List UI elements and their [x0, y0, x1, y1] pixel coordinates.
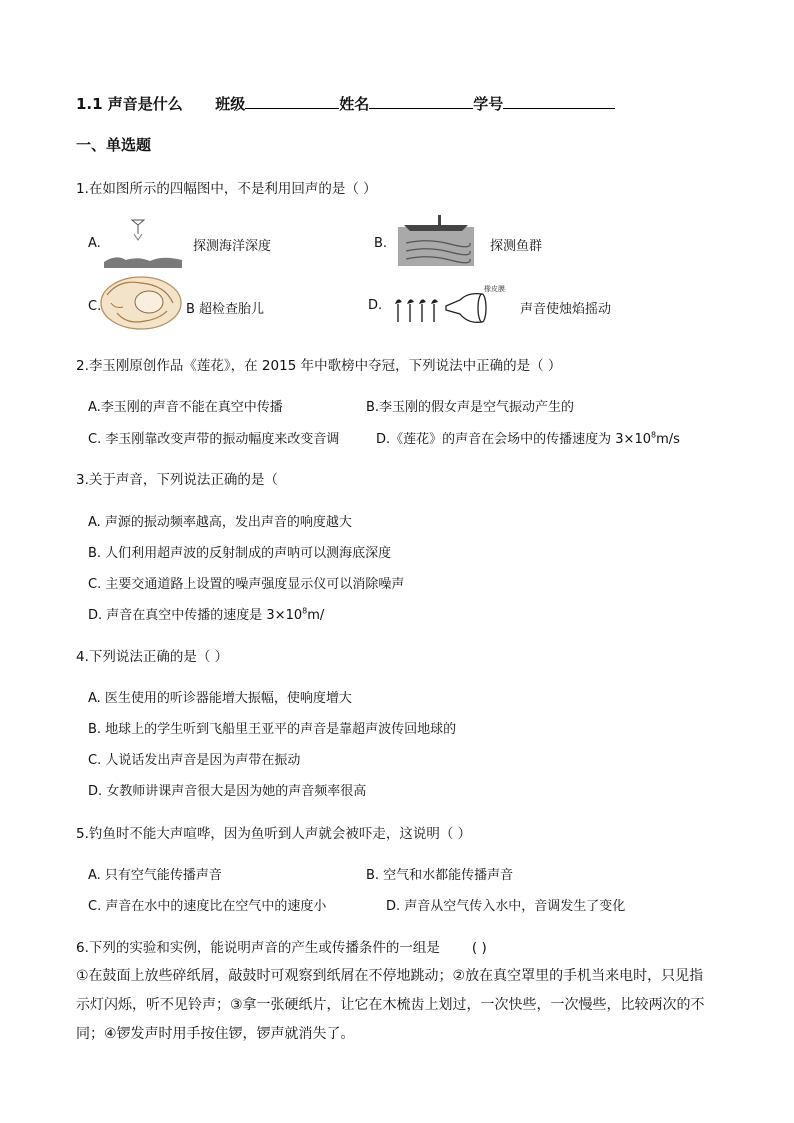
fish-detection-image	[398, 213, 474, 266]
q1-option-d-letter: D.	[368, 298, 383, 313]
question-3-stem: 3.关于声音，下列说法正确的是（	[76, 472, 278, 488]
question-1-stem: 1.在如图所示的四幅图中，不是利用回声的是（ ）	[76, 181, 377, 197]
question-2-stem: 2.李玉刚原创作品《莲花》，在 2015 年中歌榜中夺冠，下列说法中正确的是（ ）	[76, 358, 562, 374]
q2-option-c: C. 李玉刚靠改变声带的振动幅度来改变音调	[88, 432, 340, 447]
q5-option-b: B. 空气和水都能传播声音	[366, 868, 514, 883]
name-label: 姓名	[339, 95, 370, 113]
name-blank[interactable]	[369, 92, 473, 109]
q4-option-c: C. 人说话发出声音是因为声带在振动	[88, 753, 301, 768]
q5-option-c: C. 声音在水中的速度比在空气中的速度小	[88, 899, 327, 914]
q2-option-b: B.李玉刚的假女声是空气振动产生的	[366, 400, 575, 415]
ocean-depth-sonar-image	[104, 216, 182, 268]
q3-option-d: D. 声音在真空中传播的速度是 $3\times 10^8m/$	[88, 606, 325, 623]
q3-option-c: C. 主要交通道路上设置的噪声强度显示仪可以消除噪声	[88, 577, 405, 592]
q1-option-c-text: B 超检查胎儿	[186, 302, 265, 317]
q2-option-d: D.《莲花》的声音在会场中的传播速度为 $3\times 10^8m/s$	[376, 430, 680, 447]
q1-option-d-text: 声音使烛焰摇动	[520, 302, 612, 317]
id-blank[interactable]	[503, 92, 615, 109]
q4-option-a: A. 医生使用的听诊器能增大振幅，使响度增大	[88, 691, 352, 706]
q3-option-b: B. 人们利用超声波的反射制成的声呐可以测海底深度	[88, 546, 392, 561]
class-label: 班级	[215, 95, 246, 113]
q4-option-d: D. 女教师讲课声音很大是因为她的声音频率很高	[88, 784, 367, 799]
rubber-membrane-label: 橡皮膜	[484, 285, 505, 293]
q1-option-a-letter: A.	[88, 236, 101, 251]
id-label: 学号	[473, 95, 504, 113]
q1-option-b-text: 探测鱼群	[490, 239, 543, 254]
candle-flame-drum-image	[390, 278, 494, 328]
q1-option-a-text: 探测海洋深度	[193, 239, 272, 254]
q2-option-a: A.李玉刚的声音不能在真空中传播	[88, 400, 283, 415]
question-6-body: ①在鼓面上放些碎纸屑，敲鼓时可观察到纸屑在不停地跳动；②放在真空罩里的手机当来电时，只见指示灯闪烁，听不见铃声；③拿一张硬纸片，让它在木梳齿上划过，一次快些，一次慢些，比较两次的不同；④锣发声时用手按住锣，锣声就消失了。	[76, 968, 705, 1042]
q1-option-b-letter: B.	[374, 236, 388, 251]
q1-option-c-letter: C.	[88, 299, 102, 314]
q5-option-d: D. 声音从空气传入水中，音调发生了变化	[386, 899, 626, 914]
question-4-stem: 4.下列说法正确的是（ ）	[76, 649, 229, 665]
question-6-stem: 6.下列的实验和实例，能说明声音的产生或传播条件的一组是 ( )	[76, 940, 487, 956]
q5-option-a: A. 只有空气能传播声音	[88, 868, 222, 883]
q4-option-b: B. 地球上的学生听到飞船里王亚平的声音是靠超声波传回地球的	[88, 722, 457, 737]
page-header	[76, 92, 615, 114]
section-heading: 一、单选题	[76, 136, 152, 154]
question-5-stem: 5.钓鱼时不能大声喧哗，因为鱼听到人声就会被吓走，这说明（ ）	[76, 826, 472, 842]
worksheet-title: 1.1 声音是什么	[76, 95, 183, 113]
class-blank[interactable]	[245, 92, 339, 109]
q3-option-a: A. 声源的振动频率越高，发出声音的响度越大	[88, 515, 352, 530]
ultrasound-fetus-image	[97, 275, 183, 330]
